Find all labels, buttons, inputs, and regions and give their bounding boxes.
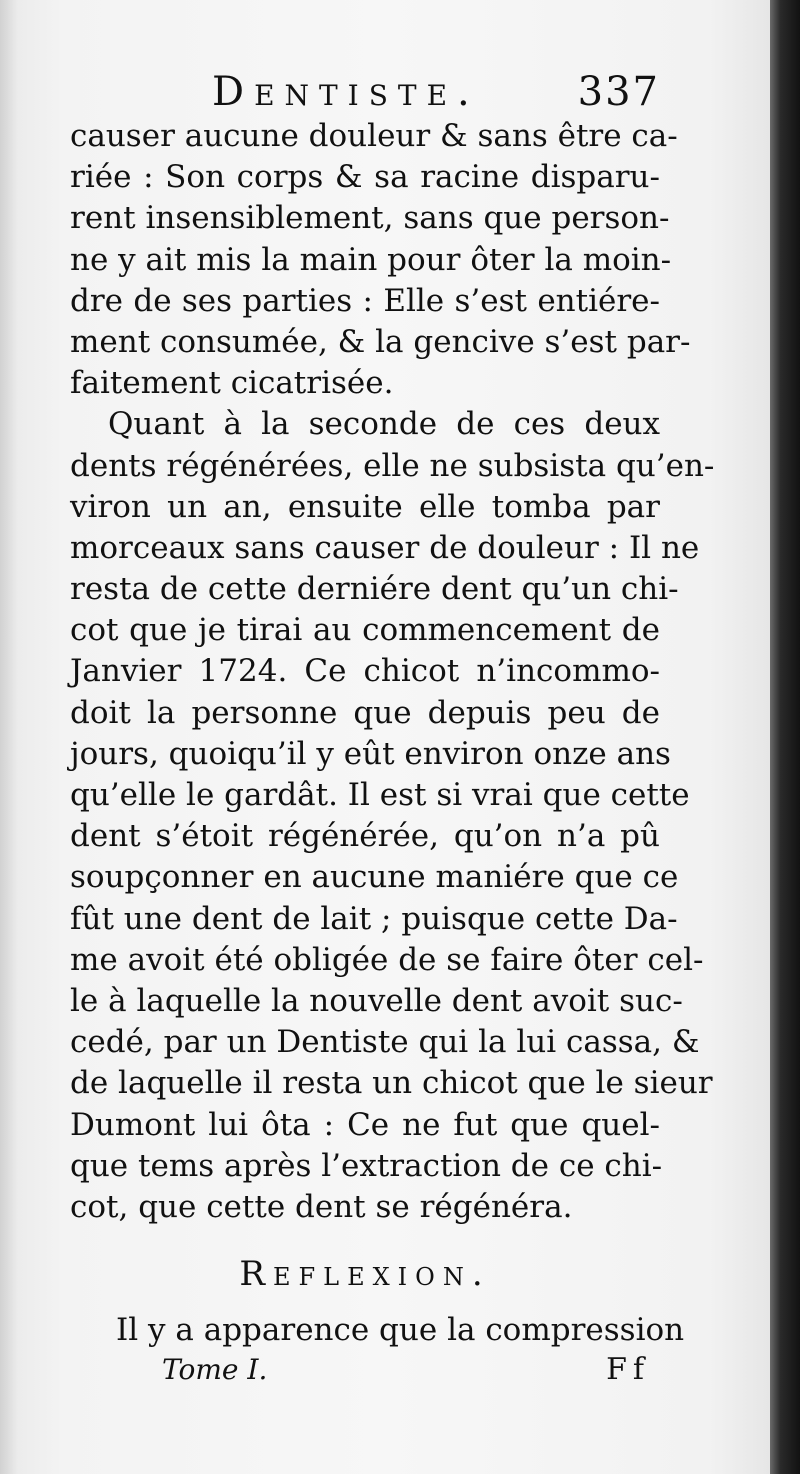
text-line: causer aucune douleur & sans être ca- [70,118,678,154]
text-line: dents régénérées, elle ne subsista qu’en- [70,447,715,484]
text-line: doit la personne que depuis peu de [70,694,660,731]
text-line: rent insensiblement, sans que person- [70,200,670,237]
gutter-shadow [0,0,18,1474]
text-line: viron un an, ensuite elle tomba par [70,488,660,525]
text-line: le à laquelle la nouvelle dent avoit suc- [70,982,683,1019]
text-line: riée : Son corps & sa racine disparu- [70,159,660,196]
text-line: dent s’étoit régénérée, qu’on n’a pû [70,818,660,855]
continuation-line: Il y a apparence que la compression [116,1312,685,1348]
text-line: Dumont lui ôta : Ce ne fut que quel- [70,1106,660,1143]
scan-edge [770,0,800,1474]
text-line: fût une dent de lait ; puisque cette Da- [70,900,678,937]
text-line-paragraph-start: Quant à la seconde de ces deux [108,406,660,443]
body-text [70,116,715,1228]
text-line: resta de cette derniére dent qu’un chi- [70,571,679,608]
text-line: ment consumée, & la gencive s’est par- [70,323,691,360]
text-line: dre de ses parties : Elle s’est entiére- [70,282,660,319]
section-heading: Reflexion. [239,1254,491,1294]
page-header [70,68,660,116]
text-line: faitement cicatrisée. [70,365,394,402]
text-line: que tems après l’extraction de ce chi- [70,1147,663,1184]
page-footer [70,1350,660,1390]
text-line: de laquelle il resta un chicot que le sieur [70,1065,713,1102]
signature-mark: Ff [606,1352,650,1387]
text-line: morceaux sans causer de douleur : Il ne [70,529,700,566]
text-line: cot, que cette dent se régénéra. [70,1188,573,1225]
text-line: cot que je tirai au commencement de [70,612,660,649]
text-line: me avoit été obligée de se faire ôter cel- [70,941,704,978]
page-number: 337 [577,69,660,115]
text-line: qu’elle le gardât. Il est si vrai que cette [70,777,690,813]
text-line: cedé, par un Dentiste qui la lui cassa, & [70,1024,700,1061]
text-line: jours, quoiqu’il y eût environ onze ans [70,735,671,772]
text-line: ne y ait mis la main pour ôter la moin- [70,241,672,278]
text-line: soupçonner en aucune maniére que ce [70,859,679,896]
running-head: Dentiste. [212,69,480,115]
volume-label: Tome I. [162,1353,268,1386]
text-line: Janvier 1724. Ce chicot n’incommo- [70,653,660,690]
